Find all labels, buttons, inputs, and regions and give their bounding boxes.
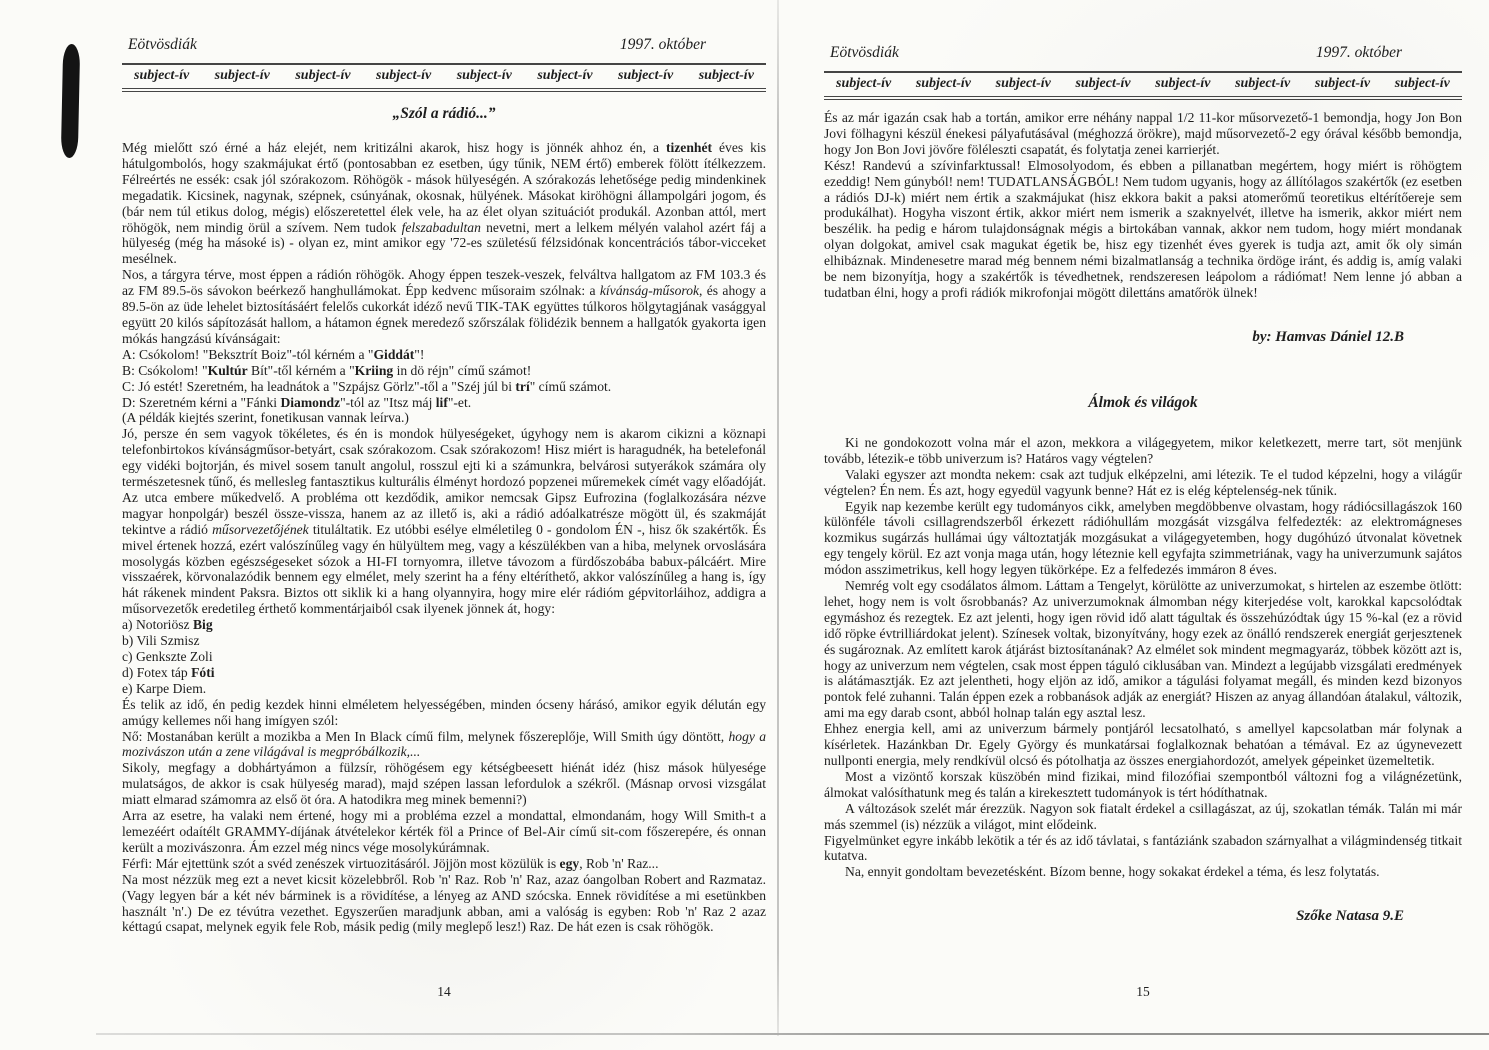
text-run: Most a vizöntő korszak küszöbén mind fizikai, mind filozófiai szempontból változni fog a világnézetünk, álmokat valósíthatunk meg és talán a kirekesztett tudományok is tért hódíthatnak. [824,768,1462,800]
subject-label: subject-ív [295,68,351,83]
text-run: B: Csókolom! " [122,362,208,378]
page-divider-line [777,0,779,1036]
paragraph [824,467,1462,499]
text-run: trí [515,378,530,394]
text-run: Arra az esetre, ha valaki nem értené, hogy mi a probléma ezzel a mondattal, elmondanám, hogy Will Smith-t a lemezéért odaítélt GRAMMY-díjának átvételekor kérték föl a Prince of Bel-Air című sit-com főszerepére, és onnan került a mozivászonra. Ám ezzel még nincs vége mosolykúrámnak. [122,808,766,855]
paragraph [122,697,766,729]
subject-label: subject-ív [537,68,593,83]
subject-label: subject-ív [995,76,1051,91]
paragraph [824,578,1462,721]
text-run: d) Fotex táp [122,664,192,680]
subject-label: subject-ív [836,76,892,91]
list-line [122,665,766,681]
paragraph [122,856,766,872]
text-run: Még mielőtt szó érné a ház elejét, nem kritizálni akarok, hisz hogy is jönnék ahhoz én, a [122,140,666,155]
text-run: kívánság-műsorok [599,283,700,299]
list-line [122,347,766,363]
list-line [122,410,766,426]
text-run: Jó, persze én sem vagyok tökéletes, és én is mondok hülyeségeket, úgyhogy nem is akarom cikizni a köznapi telefonbirtokos kívánságműsor-betyárt, csak szórakozom. Csak szórakozom! Hisz miért is haragudnék, ha betelefonál egy vidéki bojtorján, és mivel sosem tanult angolul, rosszul ejti ki a számunkra, belvárosi sutyerákok számára oly természetesnek tűnő, és mellesleg fantasztikus kulturális élményt hordozó popzenei műremekek címét vagy előadóját. Az utca embere műkedvelő. A probléma ott kezdődik, amikor nemcsak Gipsz Eufrozina (foglalkozására nézve magyar honpolgár) beszél össze-vissza, hanem az az illető is, aki a rádió adóalkatrésze mögött ül, és szakmáját tekintve a rádió [122,426,766,537]
text-run: műsorvezetőjének [212,521,309,537]
text-run: Egyik nap kezembe került egy tudományos cikk, amelyben megdöbbenve olvastam, hogy rádiócsillagászok 160 különféle távoli csillagrendszerből érkezett rádióhullám mozgását vizsgálva felfedezték: az elektromágneses kozmikus sugárzás hullámai úgy változtatják mozgásukat a világegyetemben, hogy dugóhúzó útvonalat követnek egy tengely körül. Ez azt vonja maga után, hogy léteznie kell egyfajta szimmetriának, vagy ha univerzumunk sajátos módon asszimetrikus, kell hogy legyen tükörképe. Ez a felfedezés immáron 8 éves. [824,498,1462,578]
text-run: Kultúr [207,362,248,378]
text-run: Nemrég volt egy csodálatos álmom. Láttam a Tengelyt, körülötte az univerzumokat, s hirtelen az eszembe ötlött: lehet, hogy nem is volt ősrobbanás? Az univerzumoknak álmomban négy kiterjedése volt, karokkal kapcsolódtak egymáshoz és rezegtek. Ez azt jelenti, hogy igen rövid idő alatt tágultak és összehúzódtak úgy 15 %-kal (ez a rövid idő röpke évtrilliárdokat jelent). Színesek voltak, bizonyítvány, hogy ezek az önálló rendszerek energiát gerjesztenek és sugároznak. Az említett karok átjárást biztosítanának? Az elmélet sok mindent megmagyaráz, többek között azt is, hogy az univerzum nem végtelen, csak most éppen táguló ciklusában van. Mindezt a legújabb vizsgálati eredmények is alátámasztják. Ez azt jelentheti, hogy eljön az idő, amikor a tágulási folyamat megáll, és minden kezd bizonyos pontok felé zuhanni. Talán éppen ezek a robbanások adják az energiát? Hiszen az anyag állandóan átalakul, változik, ami ma egy darab csont, abból holnap talán egy asztal lesz. [824,578,1462,721]
subject-label: subject-ív [1075,76,1131,91]
text-run: éves kis hátulgombolós, hogy szakmájukat értő (pontosabban ez esetben, úgy tűnik, NEM értő) emberek fölött ítélkezzem. Félreértés ne essék: csak jól szórakozom. Röhögök - mások hülyeségén. A szórakozás lehetősége pedig mindenkinek megadatik. Kicsinek, nagynak, szépnek, csúnyának, okosnak, hülyének. Másokat kiröhögni állampolgári jogom, és (bár nem túl etikus dolog, mégis) előszeretettel élek vele, ha az élet olyan szituációt produkál. Azonban attól, mert röhögök, nem mindig örül a szívem. Nem tudok [122,140,766,235]
list-line [122,617,766,633]
text-run: Fóti [191,664,215,680]
text-run: C: Jó estét! Szeretném, ha leadnátok a "Szpájsz Görlz"-től a "Széj júl bi [122,378,516,394]
scan-artifact-blob [61,44,80,158]
list-line [122,395,766,411]
paragraph [122,140,766,267]
text-run: Giddát [373,346,415,362]
paragraph [122,872,766,936]
paragraph [824,769,1462,801]
issue-date: 1997. október [1315,44,1402,61]
subject-label: subject-ív [214,68,270,83]
text-run: e) Karpe Diem. [122,680,207,696]
text-run: Férfi: Már ejtettünk szót a svéd zenészek virtuozitásáról. Jöjjön most közülük is [122,855,560,871]
text-run: Álmok és világok [1088,393,1198,411]
text-run: És telik az idő, én pedig kezdek hinni elméletem helyességében, minden ócseny hárásó, amikor egyik délután egy amúgy kellemes női hang imígyen szól: [122,696,766,728]
page-right [824,0,1462,1050]
text-run: a) Notoriösz [122,617,193,633]
paragraph [824,499,1462,579]
list-line [122,633,766,649]
subject-label: subject-ív [1235,76,1291,91]
text-run: Szőke Natasa 9.E [1296,908,1404,925]
text-run: b) Vili Szmisz [122,633,200,649]
list-line [122,363,766,379]
text-run: c) Genkszte Zoli [122,649,213,664]
subject-label: subject-ív [1394,76,1450,91]
page-header [824,44,1462,62]
subject-label: subject-ív [698,68,754,83]
subject-label: subject-ív [915,76,972,91]
text-run: hogy a mozivászon után a zene világával is megpróbálkozik,... [122,728,766,760]
text-run: Na, ennyit gondoltam bevezetésként. Bízom benne, hogy sokakat érdekel a téma, és lesz folytatás. [845,864,1380,880]
subject-bar [824,71,1462,100]
paragraph [122,729,766,761]
text-run: , és ahogy a 89.5-ön az üde lehelet biztosításáért felelős cukorkát idéző nevű TIK-TAK együttes túlkoros hölgytagjának vasággyal együtt 20 kilós sápítozását hallom, a hátamon égnek meredező szőrszálak fölidézik bennem a hallgatók gyakorta igen mókás hangzású kívánságait: [122,283,766,346]
page-header [122,36,766,54]
paragraph [122,808,766,856]
text-run: A: Csókolom! "Beksztrít Boiz"-tól kérném a " [122,346,374,362]
text-run: Sikoly, megfagy a dobhártyámon a fülzsír, röhögésem egy kétségbeesett hiénát idéz (hisz mások hülyesége mulatságos, de akkor is csak hülyeség marad), majd szépen lassan lefordulok a székről. (Másnap orvosi vizsgálat miatt elmarad számomra az első öt óra. A hatodikra meg minek bemenni?) [122,760,766,808]
text-run: egy [559,855,580,871]
list-line [122,649,766,665]
paragraph [824,721,1462,769]
text-run: Valaki egyszer azt mondta nekem: csak azt tudjuk elképzelni, ami létezik. Te el tudod képzelni, hogy a világűr végtelen? Én nem. És azt, hogy egyedül vagyunk benne? Hát ez is elég képtelenség-nek tűnik. [824,466,1462,498]
list-line [122,681,766,697]
text-run: Diamondz [280,394,341,410]
subject-label: subject-ív [134,68,190,83]
text-run: "-tól az "Itsz máj [340,394,436,410]
text-run: Kész! Randevú a szívinfarktussal! Elmosolyodom, és ebben a pillanatban megértem, hogy miért is röhögtem ezeddig! Nem gúnyból! nem! TUDATLANSÁGBÓL! Nem tudom ugyanis, hogy az állítólagos szakértők (ez esetben a rádiós DJ-k) miért nem értik a szakmájukat (hisz ekkora bakit a paksi atomerőmű teoretikus eltérítőereje sem produkálhat). Hogyha viszont értik, akkor miért nem ismerik a szaknyelvét, illetve ha ismerik, akkor miért nem beszélik. ha pedig e három tulajdonságnak mégis a birtokában vannak, akkor nem tudom, hogy miért mondanak olyan dolgokat, amivel csak magukat égetik be, hisz egy tizenhét éves gyerek is tudja azt, amit ők oly simán elhibáznak. Mindenesetre marad még bennem némi bizalmatlanság a technika ördöge iránt, és addig is, amíg valaki be nem bizonyítja, hogy a szakértők is tévedhetnek, rendszeresen leápolom a rádiómat! Nem lenne jó abban a tudatban élni, hogy a profi rádiók mikrofonjai mögött dilettáns amatőrök ülnek! [824,157,1462,300]
text-run: Ehhez energia kell, ami az univerzum bármely pontjáról lecsatolható, s amellyel kapcsolatban már folynak a kísérletek. Hazánkban Dr. Egely György és munkatársai foglalkoznak behatóan a témával. Ez az úgynevezett nullponti energia, mely rendkívül olcsó és pótolhatja az összes energiahordozót, amelyek gépeinket üzemeltetik. [824,721,1462,768]
text-run: D: Szeretném kérni a "Fánki [122,394,281,410]
paragraph [824,833,1462,865]
page-content [122,104,766,935]
text-run: A változások szelét már érezzük. Nagyon sok fiatalt érdekel a csillagászat, az új, szokatlan témák. Talán mi már más szemmel (is) nézzük a világot, mint elődeink. [824,800,1462,832]
text-run: " című számot. [529,378,612,394]
page-left [122,0,766,1050]
paragraph [122,426,766,617]
text-run: "-et. [447,394,472,410]
text-run: Kriing [354,362,394,378]
text-run: Bít"-től kérném a " [247,362,355,378]
page-number: 15 [1136,984,1150,999]
text-run: Na most nézzük meg ezt a nevet kicsit közelebbről. Rob 'n' Raz. Rob 'n' Raz, azaz óangolban Robert and Razmataz. (Vagy legyen bár a két név bárminek is a rövidítése, a lényeg az AND szócska. Ennek rövidítése a mi esetünkben használt 'n'.) De ez tévútra vezethet. Egyszerűen maradjunk abban, ami a valóság is egyben: Rob 'n' Raz 2 azaz kéttagú csapat, melynek egyik fele Rob, másik pedig (mily meglepő lesz!) Raz. De hát ezen is csak röhögök. [122,871,766,935]
text-run: Figyelmünket egyre inkább lekötik a tér és az idő távlatai, s fantáziánk szabadon szárnyalhat a világmindenség titkait kutatva. [824,832,1462,864]
text-run: nevetni, mert a lelkem mélyén valahol azért fáj a hülyeség (még ha másoké is) - olyan ez, mint amikor egy '72-es születésű félzsidónak koncentrációs tábor-vicceket mesélnek. [122,219,766,267]
page-number: 14 [437,984,451,999]
paragraph [824,801,1462,833]
byline [824,327,1462,347]
text-run: in dö réjn" című számot! [393,362,532,378]
issue-date: 1997. október [619,36,706,53]
text-run: , Rob 'n' Raz... [579,855,659,871]
article-title [122,104,766,124]
subject-label: subject-ív [618,68,674,83]
paragraph [122,267,766,347]
text-run: Big [192,617,213,633]
text-run: by: Hamvas Dániel 12.B [1252,328,1404,345]
text-run: Nos, a tárgyra térve, most éppen a rádión röhögök. Ahogy éppen teszek-veszek, felváltva hallgatom az FM 103.3 és az FM 89.5-ös sávokon beérkező hanghullámokat. Épp kedvenc műsoraim szólnak: a [122,267,766,299]
text-run: lif [435,394,448,410]
text-run: És az már igazán csak hab a tortán, amikor erre néhány nappal 1/2 11-kor műsorvezető-1 bemondja, hogy Jon Bon Jovi fölhagyni készül énekesi pályafutásával (méghozzá örökre), majd műsorvezető-2 egy órával később bemondja, hogy Jon Bon Jovi jövőre föléleszti csapatát, és folytatja zenei karrierjét. [824,110,1462,157]
signature [824,906,1462,926]
paragraph [122,760,766,808]
text-run: Nő: Mostanában került a mozikba a Men In Black című film, melynek főszereplője, Will Smith úgy döntött, [122,728,729,744]
text-run: Ki ne gondokozott volna már el azon, mekkora a világegyetem, mikor keletkezett, merre tart, söt menjünk tovább, létezik-e több univerzum is? Határos vagy végtelen? [824,434,1462,466]
subject-label: subject-ív [456,68,512,83]
article-title [824,393,1462,413]
subject-label: subject-ív [376,68,432,83]
subject-label: subject-ív [1314,76,1371,91]
list-line [122,379,766,395]
subject-label: subject-ív [1155,76,1211,91]
journal-title: Eötvösdiák [128,36,197,53]
journal-title: Eötvösdiák [830,44,899,61]
text-run: "! [414,346,425,362]
text-run: (A példák kiejtés szerint, fonetikusan vannak leírva.) [122,410,409,426]
paragraph [824,110,1462,158]
page-content [824,110,1462,926]
text-run: felszabadultan [401,219,481,235]
paragraph [824,864,1462,880]
subject-bar [122,63,766,92]
text-run: „Szól a rádió...” [392,105,496,122]
paragraph [824,158,1462,301]
paragraph [824,435,1462,467]
text-run: tizenhét [665,140,713,155]
text-run: tituláltatik. Ez utóbbi esélye elméletileg 0 - gondolom ÉN -, hisz ők szakértők. És mivel értenek hozzá, ezért valószínűleg vagy én hülyültem meg, vagy a készülékben van a hiba, melynek orvoslására mosolygás közben egészségeseket sózok a HI-FI tornyomra, illetve távozom a fürdőszobába babux-pálcáért. Mire visszaérek, körvonalazódik bennem egy elmélet, mely szerint ha a fény eltéríthető, akkor valószínűleg a hang is, így hát rákenek mindent Paksra. Biztos ott siklik ki a hang olyannyira, hogy mire elér rádióm gépvitorláihoz, addigra a műsorvezetők eredetileg érthető kommentárjaiból csak ilyenek jönnek át, hogy: [122,521,766,617]
